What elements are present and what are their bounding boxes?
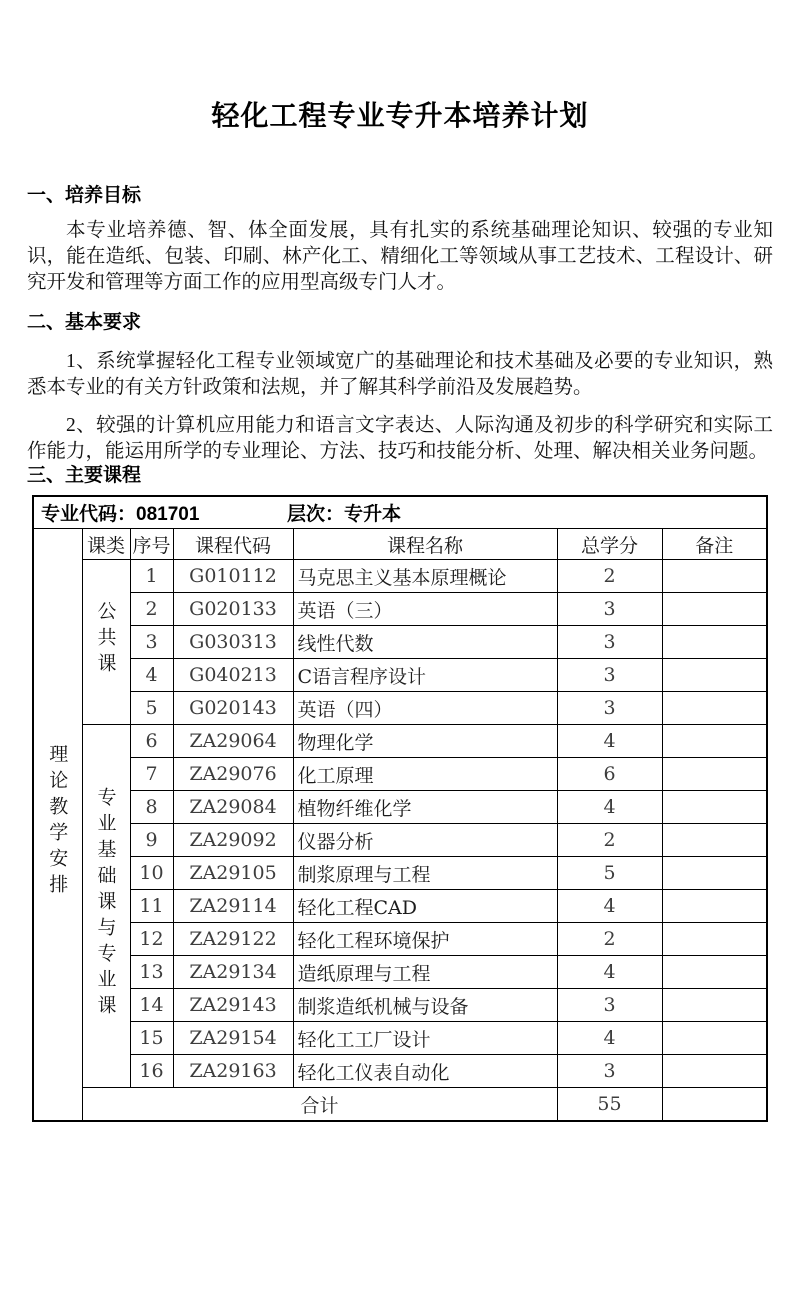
course-code: ZA29154 xyxy=(173,1022,293,1055)
course-code: ZA29143 xyxy=(173,989,293,1022)
course-credits: 2 xyxy=(557,923,662,956)
major-code-label: 专业代码： xyxy=(41,504,137,525)
course-serial: 15 xyxy=(130,1022,173,1055)
course-code: ZA29163 xyxy=(173,1055,293,1088)
course-serial: 14 xyxy=(130,989,173,1022)
course-code: ZA29105 xyxy=(173,857,293,890)
course-name: 英语（四） xyxy=(293,692,557,725)
course-serial: 2 xyxy=(130,593,173,626)
course-remark xyxy=(662,890,767,923)
course-code: ZA29092 xyxy=(173,824,293,857)
course-credits: 2 xyxy=(557,824,662,857)
course-name: 植物纤维化学 xyxy=(293,791,557,824)
course-credits: 3 xyxy=(557,989,662,1022)
column-header-code: 课程代码 xyxy=(173,529,293,560)
course-remark xyxy=(662,659,767,692)
course-remark xyxy=(662,1022,767,1055)
paragraph-requirement-2: 2、较强的计算机应用能力和语言文字表达、人际沟通及初步的科学研究和实际工作能力，能运用所学的专业理论、方法、技巧和技能分析、处理、解决相关业务问题。 xyxy=(27,415,773,462)
course-remark xyxy=(662,758,767,791)
paragraph-goals: 本专业培养德、智、体全面发展，具有扎实的系统基础理论知识、较强的专业知识，能在造纸、包装、印刷、林产化工、精细化工等领域从事工艺技术、工程设计、研究开发和管理等方面工作的应用型高级专门人才。 xyxy=(27,220,773,293)
course-serial: 12 xyxy=(130,923,173,956)
document-page xyxy=(0,96,800,1296)
column-header-category: 课类 xyxy=(82,529,130,560)
major-code-field xyxy=(34,499,287,526)
course-name: 物理化学 xyxy=(293,725,557,758)
course-remark xyxy=(662,923,767,956)
course-code: ZA29076 xyxy=(173,758,293,791)
course-credits: 4 xyxy=(557,890,662,923)
course-code: ZA29064 xyxy=(173,725,293,758)
course-code: G010112 xyxy=(173,560,293,593)
course-serial: 8 xyxy=(130,791,173,824)
course-remark xyxy=(662,989,767,1022)
course-remark xyxy=(662,560,767,593)
course-row xyxy=(33,560,767,593)
course-remark xyxy=(662,791,767,824)
course-remark xyxy=(662,824,767,857)
total-credits: 55 xyxy=(557,1088,662,1122)
column-header-remark: 备注 xyxy=(662,529,767,560)
course-row xyxy=(33,1022,767,1055)
course-credits: 3 xyxy=(557,593,662,626)
course-serial: 5 xyxy=(130,692,173,725)
course-credits: 4 xyxy=(557,725,662,758)
course-remark xyxy=(662,1055,767,1088)
column-header-serial: 序号 xyxy=(130,529,173,560)
course-code: ZA29084 xyxy=(173,791,293,824)
table-meta-cell xyxy=(33,496,767,529)
section-heading-courses: 三、主要课程 xyxy=(27,465,142,486)
course-name: 轻化工工厂设计 xyxy=(293,1022,557,1055)
course-remark xyxy=(662,593,767,626)
course-category-cell xyxy=(82,560,130,725)
course-serial: 13 xyxy=(130,956,173,989)
course-name: 制浆造纸机械与设备 xyxy=(293,989,557,1022)
course-code: ZA29114 xyxy=(173,890,293,923)
course-name: 轻化工仪表自动化 xyxy=(293,1055,557,1088)
course-name: 化工原理 xyxy=(293,758,557,791)
course-row xyxy=(33,824,767,857)
course-serial: 1 xyxy=(130,560,173,593)
course-name: 轻化工程CAD xyxy=(293,890,557,923)
course-remark xyxy=(662,857,767,890)
course-remark xyxy=(662,725,767,758)
total-label: 合计 xyxy=(82,1088,557,1122)
course-table xyxy=(32,495,768,1122)
course-row xyxy=(33,1055,767,1088)
course-credits: 4 xyxy=(557,956,662,989)
course-code: G020133 xyxy=(173,593,293,626)
course-row xyxy=(33,989,767,1022)
course-name: 英语（三） xyxy=(293,593,557,626)
course-credits: 3 xyxy=(557,626,662,659)
course-credits: 6 xyxy=(557,758,662,791)
course-code: ZA29134 xyxy=(173,956,293,989)
course-category-cell xyxy=(82,725,130,1088)
total-remark xyxy=(662,1088,767,1122)
course-row xyxy=(33,725,767,758)
course-row xyxy=(33,593,767,626)
course-serial: 7 xyxy=(130,758,173,791)
course-serial: 9 xyxy=(130,824,173,857)
course-remark xyxy=(662,956,767,989)
course-name: 制浆原理与工程 xyxy=(293,857,557,890)
course-serial: 10 xyxy=(130,857,173,890)
course-serial: 11 xyxy=(130,890,173,923)
course-row xyxy=(33,890,767,923)
course-category-label: 专业基础课与专业课 xyxy=(94,786,117,1021)
level-label: 层次： xyxy=(287,504,345,525)
side-group-label: 理论教学安排 xyxy=(46,744,69,900)
course-credits: 4 xyxy=(557,791,662,824)
course-row xyxy=(33,758,767,791)
course-credits: 3 xyxy=(557,1055,662,1088)
course-serial: 4 xyxy=(130,659,173,692)
course-code: G030313 xyxy=(173,626,293,659)
total-row xyxy=(33,1088,767,1122)
course-code: ZA29122 xyxy=(173,923,293,956)
course-name: 仪器分析 xyxy=(293,824,557,857)
level-field xyxy=(287,499,401,526)
course-row xyxy=(33,956,767,989)
column-header-name: 课程名称 xyxy=(293,529,557,560)
course-name: C语言程序设计 xyxy=(293,659,557,692)
table-meta-row xyxy=(33,496,767,529)
course-row xyxy=(33,923,767,956)
table-header-row xyxy=(33,529,767,560)
major-code-value: 081701 xyxy=(136,504,200,525)
course-row xyxy=(33,857,767,890)
course-code: G020143 xyxy=(173,692,293,725)
course-name: 马克思主义基本原理概论 xyxy=(293,560,557,593)
course-row xyxy=(33,626,767,659)
column-header-credits: 总学分 xyxy=(557,529,662,560)
course-serial: 16 xyxy=(130,1055,173,1088)
course-credits: 3 xyxy=(557,659,662,692)
course-name: 线性代数 xyxy=(293,626,557,659)
paragraph-requirement-1: 1、系统掌握轻化工程专业领域宽广的基础理论和技术基础及必要的专业知识，熟悉本专业的有关方针政策和法规，并了解其科学前沿及发展趋势。 xyxy=(27,351,773,398)
course-remark xyxy=(662,692,767,725)
course-name: 轻化工程环境保护 xyxy=(293,923,557,956)
course-remark xyxy=(662,626,767,659)
course-serial: 6 xyxy=(130,725,173,758)
course-row xyxy=(33,692,767,725)
page-title: 轻化工程专业专升本培养计划 xyxy=(211,100,589,131)
course-credits: 4 xyxy=(557,1022,662,1055)
side-group-cell xyxy=(33,529,82,1122)
course-credits: 3 xyxy=(557,692,662,725)
level-value: 专升本 xyxy=(344,504,402,525)
course-code: G040213 xyxy=(173,659,293,692)
section-heading-goals: 一、培养目标 xyxy=(27,185,142,206)
section-heading-requirements: 二、基本要求 xyxy=(27,312,142,333)
course-name: 造纸原理与工程 xyxy=(293,956,557,989)
course-credits: 2 xyxy=(557,560,662,593)
course-credits: 5 xyxy=(557,857,662,890)
course-serial: 3 xyxy=(130,626,173,659)
course-row xyxy=(33,659,767,692)
course-row xyxy=(33,791,767,824)
course-category-label: 公共课 xyxy=(94,600,117,679)
